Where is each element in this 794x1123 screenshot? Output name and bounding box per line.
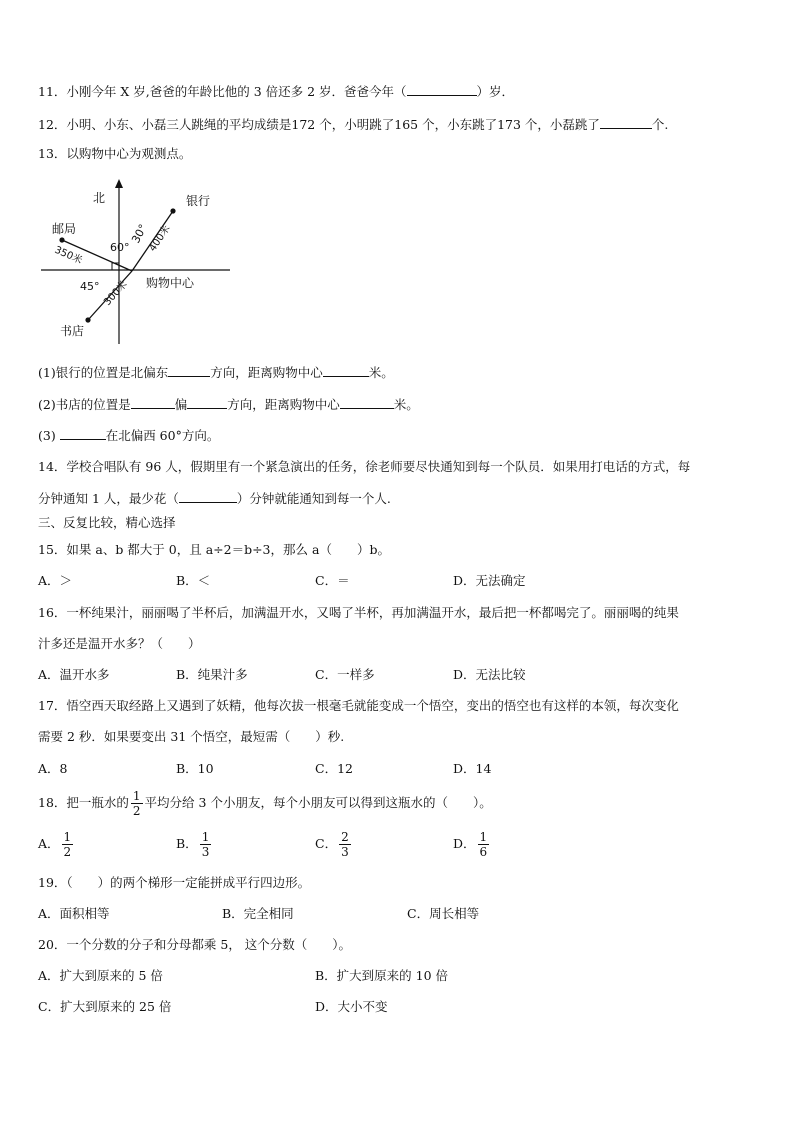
question-11: 11．小刚今年 X 岁,爸爸的年龄比他的 3 倍还多 2 岁．爸爸今年（ ）岁． — [38, 84, 515, 99]
question-17-line-2: 需要 2 秒．如果要变出 31 个悟空，最短需（ ）秒. — [38, 729, 345, 744]
north-arrow-icon — [115, 179, 123, 188]
angle-30-label: 30° — [129, 222, 150, 246]
question-19-stem: 19．（ ）的两个梯形一定能拼成平行四边形。 — [38, 875, 311, 890]
post-office-label: 邮局 — [52, 222, 77, 236]
answer-blank[interactable] — [187, 395, 227, 409]
answer-blank[interactable] — [60, 426, 106, 440]
post-point — [59, 237, 64, 242]
fraction: $\frac{1}{2}$ — [132, 789, 141, 818]
answer-blank[interactable] — [168, 363, 210, 377]
q15-option-b[interactable]: B．＜ — [176, 573, 211, 588]
q17-option-b[interactable]: B．10 — [176, 761, 214, 776]
answer-blank[interactable] — [131, 395, 175, 409]
bookstore-label: 书店 — [60, 324, 85, 338]
compass-diagram — [38, 178, 238, 348]
q16-option-b[interactable]: B．纯果汁多 — [176, 667, 248, 682]
q16-option-c[interactable]: C．一样多 — [315, 667, 375, 682]
q20-option-a[interactable]: A．扩大到原来的 5 倍 — [38, 968, 163, 983]
q15-option-a[interactable]: A．＞ — [38, 573, 73, 588]
fraction: $\frac{2}{3}$ — [341, 830, 349, 859]
distance-book-label: 300米 — [102, 279, 130, 309]
question-13-part-3: (3) 在北偏西 60°方向。 — [38, 428, 220, 443]
q17-option-a[interactable]: A．8 — [38, 761, 68, 776]
question-14-line-2: 分钟通知 1 人，最少花（ ）分钟就能通知到每一个人. — [38, 491, 391, 506]
question-13-part-1: (1)银行的位置是北偏东 方向，距离购物中心 米。 — [38, 365, 394, 380]
q15-option-d[interactable]: D．无法确定 — [453, 573, 526, 588]
bank-label: 银行 — [186, 194, 211, 208]
q17-option-d[interactable]: D．14 — [453, 761, 492, 776]
answer-blank[interactable] — [407, 82, 477, 96]
question-17-line-1: 17．悟空西天取经路上又遇到了妖精，他每次拔一根毫毛就能变成一个悟空，变出的悟空也有这样的本领，每次变化 — [38, 698, 679, 713]
distance-bank-label: 400米 — [147, 223, 173, 254]
answer-blank[interactable] — [323, 363, 369, 377]
question-18-stem: 18．把一瓶水的 $\frac{1}{2}$ 平均分给 3 个小朋友，每个小朋友可以得到这瓶水的（ ）。 — [38, 789, 492, 818]
section-3-heading: 三、反复比较，精心选择 — [38, 515, 176, 530]
question-13-part-2: (2)书店的位置是 偏 方向，距离购物中心 米。 — [38, 397, 419, 412]
question-15-stem: 15．如果 a、b 都大于 0，且 a÷2＝b÷3，那么 a（ ）b。 — [38, 542, 390, 557]
fraction: $\frac{1}{3}$ — [201, 830, 210, 859]
fraction: $\frac{1}{6}$ — [479, 830, 488, 859]
q18-option-a[interactable]: A． $\frac{1}{2}$ — [38, 830, 72, 859]
q17-option-c[interactable]: C．12 — [315, 761, 353, 776]
q20-option-d[interactable]: D．大小不变 — [315, 999, 388, 1014]
question-16-line-2: 汁多还是温开水多？（ ） — [38, 636, 201, 651]
distance-post-label: 350米 — [52, 244, 84, 267]
angle-60-label: 60° — [110, 241, 130, 254]
q19-option-b[interactable]: B．完全相同 — [222, 906, 294, 921]
angle-45-label: 45° — [80, 280, 100, 293]
question-13-stem: 13．以购物中心为观测点。 — [38, 146, 192, 161]
answer-blank[interactable] — [600, 115, 652, 129]
bank-point — [170, 208, 175, 213]
shopping-center-label: 购物中心 — [146, 276, 195, 290]
question-14-line-1: 14．学校合唱队有 96 人，假期里有一个紧急演出的任务，徐老师要尽快通知到每一个队员．如果用打电话的方式，每 — [38, 459, 691, 474]
question-16-line-1: 16．一杯纯果汁，丽丽喝了半杯后，加满温开水，又喝了半杯，再加满温开水，最后把一杯都喝完了。丽丽喝的纯果 — [38, 605, 679, 620]
q18-option-b[interactable]: B． $\frac{1}{3}$ — [176, 830, 210, 859]
q19-option-a[interactable]: A．面积相等 — [38, 906, 110, 921]
question-20-stem: 20．一个分数的分子和分母都乘 5， 这个分数（ ）。 — [38, 937, 352, 952]
answer-blank[interactable] — [340, 395, 394, 409]
q16-option-a[interactable]: A．温开水多 — [38, 667, 110, 682]
north-label: 北 — [93, 191, 106, 205]
q19-option-c[interactable]: C．周长相等 — [407, 906, 480, 921]
question-12: 12．小明、小东、小磊三人跳绳的平均成绩是172 个，小明跳了165 个，小东跳了173 个，小磊跳了 个. — [38, 117, 669, 132]
answer-blank[interactable] — [179, 489, 237, 503]
fraction: $\frac{1}{2}$ — [63, 830, 72, 859]
q15-option-c[interactable]: C．＝ — [315, 573, 350, 588]
book-point — [85, 317, 90, 322]
q18-option-c[interactable]: C． $\frac{2}{3}$ — [315, 830, 349, 859]
q18-option-d[interactable]: D． $\frac{1}{6}$ — [453, 830, 488, 859]
q20-option-c[interactable]: C．扩大到原来的 25 倍 — [38, 999, 172, 1014]
q16-option-d[interactable]: D．无法比较 — [453, 667, 526, 682]
q20-option-b[interactable]: B．扩大到原来的 10 倍 — [315, 968, 449, 983]
